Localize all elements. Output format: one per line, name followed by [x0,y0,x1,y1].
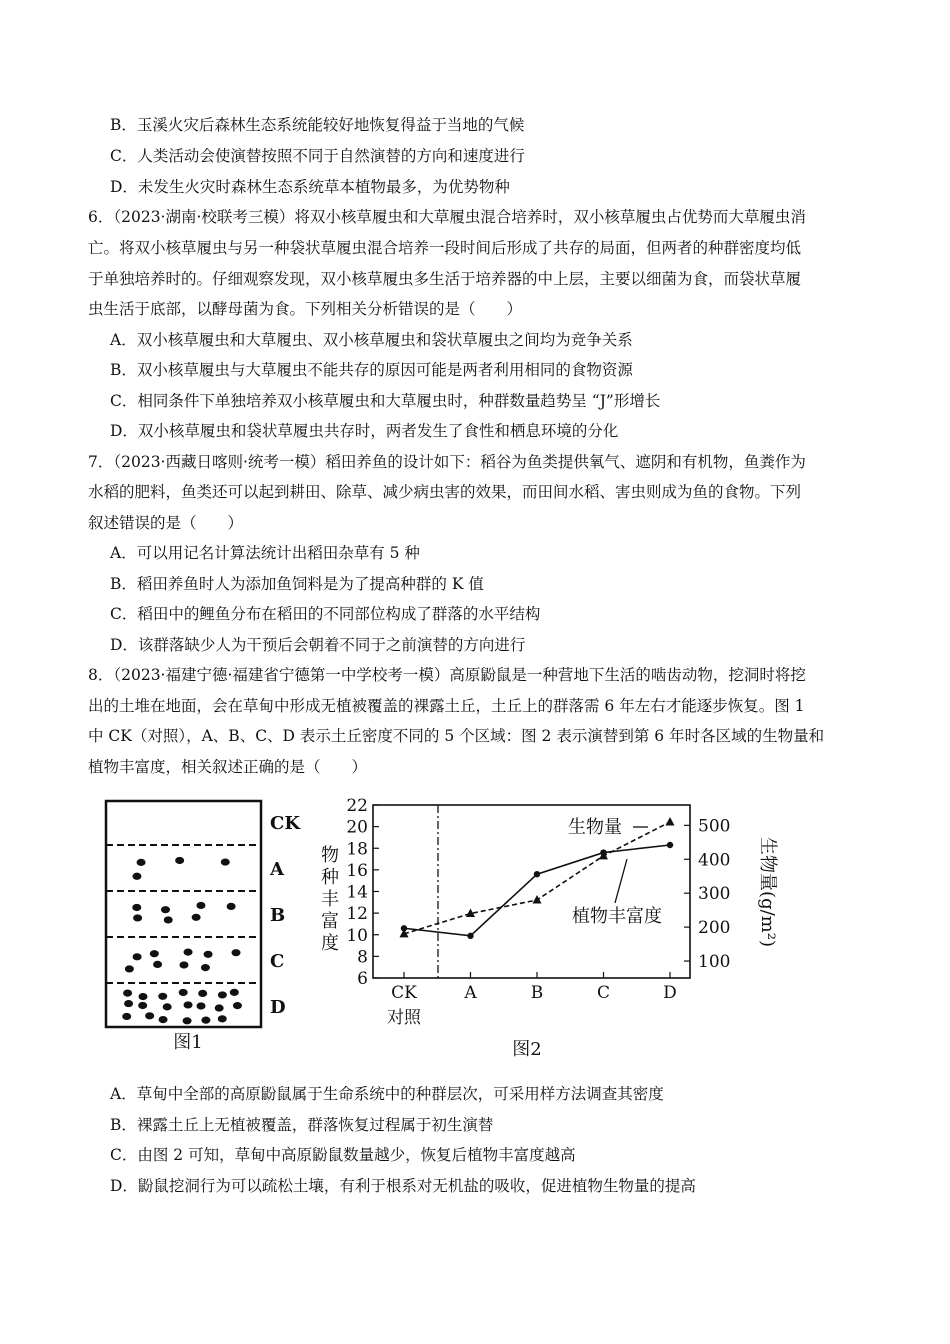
left-axis-label: 度 [321,933,339,954]
soil-mound [215,1004,224,1011]
soil-mound [164,916,173,923]
question-line: 亡。将双小核草履虫与另一种袋状草履虫混合培养一段时间后形成了共存的局面，但两者的种群密度均低 [88,239,802,257]
left-axis-label: 富 [321,911,339,932]
soil-mound [139,993,148,1000]
soil-mound [122,1013,131,1020]
richness-series-label: 植物丰富度 [572,906,662,927]
soil-mound [138,1002,147,1009]
soil-mound [204,951,213,958]
zone-label: D [270,997,286,1018]
soil-mound [145,1012,154,1019]
figure-2-caption: 图2 [512,1039,542,1060]
question-line: 植物丰富度，相关叙述正确的是（ ） [88,758,368,776]
soil-mound [184,949,193,956]
zone-label: C [270,951,285,972]
answer-option: A．双小核草履虫和大草履虫、双小核草履虫和袋状草履虫之间均为竞争关系 [110,331,633,349]
left-tick-label: 12 [346,904,368,925]
x-tick-label: C [596,983,611,1003]
zone-label: A [270,859,284,880]
soil-mound [198,990,207,997]
answer-option: D．该群落缺少人为干预后会朝着不同于之前演替的方向进行 [110,636,526,654]
soil-mound [158,993,167,1000]
soil-mound [133,953,142,960]
left-tick-label: 18 [346,839,368,860]
question-line: 中 CK（对照），A、B、C、D 表示土丘密度不同的 5 个区域：图 2 表示演替到第 6 年时各区域的生物量和 [88,727,825,745]
control-sublabel: 对照 [387,1008,421,1028]
x-tick-label: CK [391,983,417,1003]
answer-option: C．人类活动会使演替按照不同于自然演替的方向和速度进行 [110,147,525,165]
figure-2-chart [310,795,790,1070]
left-tick-label: 6 [357,969,368,989]
question-line: 虫生活于底部，以酵母菌为食。下列相关分析错误的是（ ） [88,300,523,318]
left-tick-label: 14 [346,882,368,903]
soil-mound [179,989,188,996]
answer-option: B．稻田养鱼时人为添加鱼饲料是为了提高种群的 K 值 [110,575,484,593]
richness-leader [615,859,627,903]
soil-mound [197,1002,206,1009]
biomass-series-label: 生物量 [568,817,622,838]
question-line: 8．（2023·福建宁德·福建省宁德第一中学校考一模）高原鼢鼠是一种营地下生活的啮齿动物，挖洞时将挖 [88,666,806,684]
right-axis-label: 生物量(g/m²) [757,837,778,947]
answer-option: D．鼢鼠挖洞行为可以疏松土壤，有利于根系对无机盐的吸收，促进植物生物量的提高 [110,1177,696,1195]
soil-mound [192,914,201,921]
zone-label: CK [270,813,300,834]
right-tick-label: 300 [698,884,731,905]
answer-option: D．双小核草履虫和袋状草履虫共存时，两者发生了食性和栖息环境的分化 [110,422,619,440]
x-tick-label: B [530,983,544,1003]
richness-point [467,933,473,939]
answer-option: A．草甸中全部的高原鼢鼠属于生命系统中的种群层次，可采用样方法调查其密度 [110,1085,664,1103]
soil-mound [218,991,227,998]
left-tick-label: 20 [346,817,368,838]
soil-mound [184,1001,193,1008]
question-line: 于单独培养时的。仔细观察发现，双小核草履虫多生活于培养器的中上层，主要以细菌为食，而袋状草履 [88,270,802,288]
left-axis-label: 物 [321,845,339,866]
biomass-point [666,817,675,826]
soil-mound [163,1003,172,1010]
answer-option: A．可以用记名计算法统计出稻田杂草有 5 种 [110,544,420,562]
answer-option: C．相同条件下单独培养双小核草履虫和大草履虫时，种群数量趋势呈 “J”形增长 [110,392,661,410]
right-tick-label: 500 [698,816,731,837]
soil-mound [132,873,141,880]
left-axis-label: 种 [321,867,339,888]
soil-mound [133,914,142,921]
soil-mound [179,961,188,968]
soil-mound [233,1002,242,1009]
left-tick-label: 10 [346,925,368,946]
x-tick-label: A [464,983,477,1003]
soil-mound [153,961,162,968]
soil-mound [201,1017,210,1024]
answer-option: D．未发生火灾时森林生态系统草本植物最多，为优势物种 [110,178,510,196]
soil-mound [175,857,184,864]
x-tick-label: D [663,983,677,1003]
soil-mound [123,990,132,997]
left-tick-label: 8 [357,947,368,968]
question-line: 6．（2023·湖南·校联考三模）将双小核草履虫和大草履虫混合培养时，双小核草履虫占优势而大草履虫消 [88,208,806,226]
soil-mound [201,964,210,971]
answer-option: B．裸露土丘上无植被覆盖，群落恢复过程属于初生演替 [110,1116,494,1134]
soil-mound [221,858,230,865]
left-tick-label: 22 [346,796,368,816]
soil-mound [232,949,241,956]
soil-mound [218,1015,227,1022]
question-line: 水稻的肥料，鱼类还可以起到耕田、除草、减少病虫害的效果，而田间水稻、害虫则成为鱼的食物。下列 [88,483,802,501]
answer-option: C．由图 2 可知，草甸中高原鼢鼠数量越少，恢复后植物丰富度越高 [110,1146,576,1164]
answer-option: B．玉溪火灾后森林生态系统能较好地恢复得益于当地的气候 [110,116,525,134]
richness-point [534,871,540,877]
richness-point [667,842,673,848]
biomass-point [533,895,542,904]
answer-option: B．双小核草履虫与大草履虫不能共存的原因可能是两者利用相同的食物资源 [110,361,633,379]
question-line: 7．（2023·西藏日喀则·统考一模）稻田养鱼的设计如下：稻谷为鱼类提供氧气、遮阴和有机物，鱼粪作为 [88,453,806,471]
soil-mound [132,904,141,911]
question-line: 叙述错误的是（ ） [88,514,244,532]
figure-1-mound-density [100,795,305,1070]
soil-mound [159,1016,168,1023]
soil-mound [227,903,236,910]
right-tick-label: 100 [698,952,731,973]
zone-label: B [270,905,286,926]
left-tick-label: 16 [346,860,368,881]
soil-mound [125,965,134,972]
answer-option: C．稻田中的鲤鱼分布在稻田的不同部位构成了群落的水平结构 [110,605,541,623]
right-tick-label: 400 [698,850,731,871]
right-tick-label: 200 [698,918,731,939]
soil-mound [137,859,146,866]
soil-mound [150,950,159,957]
plot-frame [373,805,690,978]
soil-mound [124,1000,133,1007]
figure-1-caption: 图1 [173,1032,203,1053]
left-axis-label: 丰 [321,889,339,910]
soil-mound [230,989,239,996]
soil-mound [161,906,170,913]
soil-mound [196,902,205,909]
soil-mound [183,1017,192,1024]
question-line: 出的土堆在地面，会在草甸中形成无植被覆盖的裸露土丘，土丘上的群落需 6 年左右才能逐步恢复。图 1 [88,697,805,715]
